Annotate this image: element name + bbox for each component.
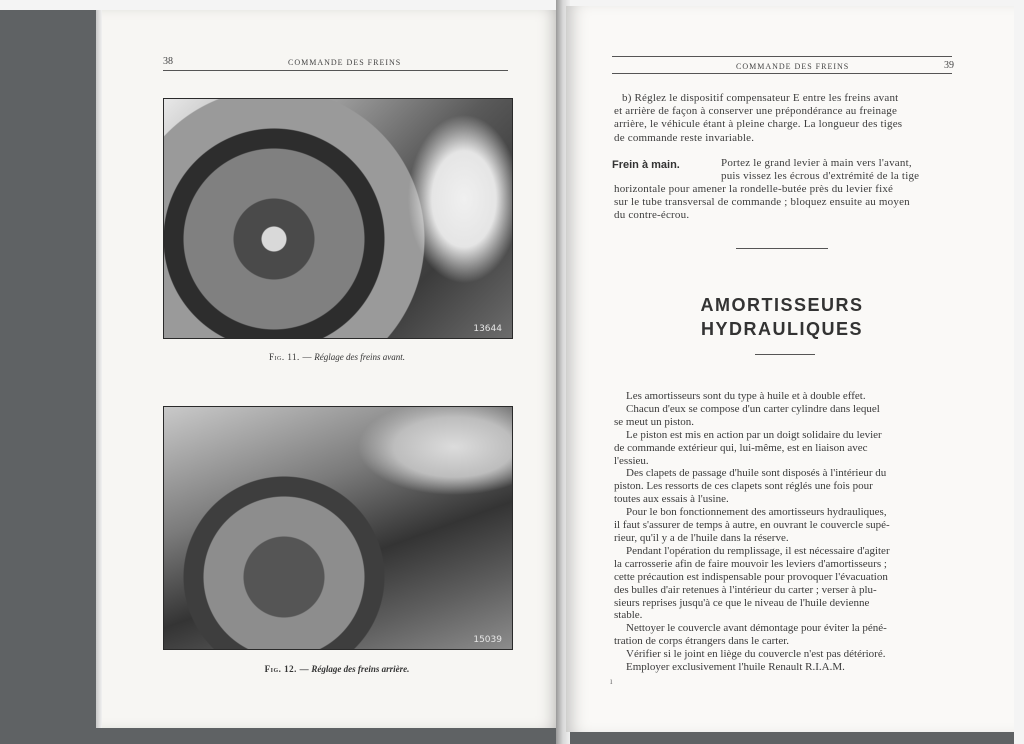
body-line: sieurs reprises jusqu'à ce que le niveau de l'huile devienne — [614, 596, 870, 609]
figure-12-photo-number: 15039 — [473, 635, 502, 645]
frein-paragraph — [614, 183, 957, 223]
left-head-rule — [163, 70, 508, 71]
paragraph-b — [614, 92, 954, 145]
frein-line: horizontale pour amener la rondelle-butée près du levier fixé — [614, 183, 894, 195]
body-line: Pour le bon fonctionnement des amortisseurs hydrauliques, — [626, 506, 887, 519]
figure-11-photo-number: 13644 — [473, 324, 502, 334]
body-line: piston. Les ressorts de ces clapets sont réglés une fois pour — [614, 480, 873, 493]
paragraph-b-line: de commande reste invariable. — [614, 131, 755, 144]
body-line: Le piston est mis en action par un doigt solidaire du levier — [626, 428, 882, 441]
figure-12-photo — [163, 406, 513, 650]
body-line: de commande extérieur qui, lui-même, est en liaison avec — [614, 441, 868, 454]
frein-line: sur le tube transversal de commande ; bloquez ensuite au moyen — [614, 196, 910, 209]
frein-first-lines — [721, 157, 957, 183]
body-line: Pendant l'opération du remplissage, il est nécessaire d'agiter — [626, 544, 890, 557]
right-page-number: 39 — [944, 60, 954, 71]
figure-11-caption-prefix: Fig. 11. — — [269, 352, 313, 362]
paragraph-b-line: et arrière de façon à conserver une prépondérance au freinage — [614, 105, 898, 118]
body-line: cette précaution est indispensable pour provoquer l'évacuation — [614, 570, 888, 583]
right-head-rule — [612, 73, 952, 74]
body-line: stable. — [614, 609, 643, 622]
body-line: des bulles d'air retenues à l'intérieur du carter ; verser à plu- — [614, 583, 877, 596]
section-separator-rule — [736, 248, 828, 249]
frein-line: puis vissez les écrous d'extrémité de la tige — [721, 170, 920, 183]
paragraph-b-line: arrière, le véhicule étant à pleine charge. La longueur des tiges — [614, 118, 903, 131]
amortisseurs-body — [614, 390, 957, 674]
right-running-head: COMMANDE DES FREINS — [736, 62, 850, 71]
section-title-line-2: HYDRAULIQUES — [700, 319, 863, 339]
body-line: Employer exclusivement l'huile Renault R.I.A.M. — [626, 661, 845, 674]
body-line: Vérifier si le joint en liège du couvercle n'est pas détérioré. — [626, 648, 886, 661]
body-line: se meut un piston. — [614, 415, 695, 428]
body-line: la carrosserie afin de faire mouvoir les leviers d'amortisseurs ; — [614, 557, 887, 570]
frein-line: Portez le grand levier à main vers l'avant, — [721, 157, 912, 169]
figure-11-caption-title: Réglage des freins avant. — [314, 352, 405, 362]
body-line: Les amortisseurs sont du type à huile et à double effet. — [626, 390, 866, 402]
figure-12-caption-prefix: Fig. 12. — — [264, 664, 310, 674]
figure-12-caption-title: Réglage des freins arrière. — [311, 664, 410, 674]
body-line: l'essieu. — [614, 454, 649, 467]
margin-mark: ı — [610, 676, 613, 686]
scan-right-edge — [1014, 0, 1024, 744]
figure-11-caption — [163, 352, 511, 362]
figure-12-caption — [163, 664, 511, 674]
figure-11-photo — [163, 98, 513, 339]
frein-a-main-label: Frein à main. — [612, 159, 680, 171]
body-line: il faut s'assurer de temps à autre, en ouvrant le couvercle supé- — [614, 519, 890, 532]
frein-line: du contre-écrou. — [614, 209, 690, 222]
section-title-underline — [755, 354, 815, 355]
body-line: Chacun d'eux se compose d'un carter cylindre dans lequel — [626, 402, 880, 415]
right-head-rule-top — [612, 56, 952, 57]
body-line: Des clapets de passage d'huile sont disposés à l'intérieur du — [626, 467, 887, 480]
left-page-number: 38 — [163, 56, 173, 67]
body-line: toutes aux essais à l'usine. — [614, 493, 729, 506]
left-running-head: COMMANDE DES FREINS — [288, 58, 402, 67]
body-line: tration de corps étrangers dans le carter. — [614, 635, 790, 648]
left-page-edge — [96, 10, 102, 728]
body-line: Nettoyer le couvercle avant démontage pour éviter la péné- — [626, 622, 887, 635]
paragraph-b-line: b) Réglez le dispositif compensateur E entre les freins avant — [622, 92, 899, 104]
section-title-line-1: AMORTISSEURS — [700, 295, 864, 315]
section-title — [614, 293, 950, 341]
body-line: rieur, qu'il y a de l'huile dans la réserve. — [614, 531, 789, 544]
